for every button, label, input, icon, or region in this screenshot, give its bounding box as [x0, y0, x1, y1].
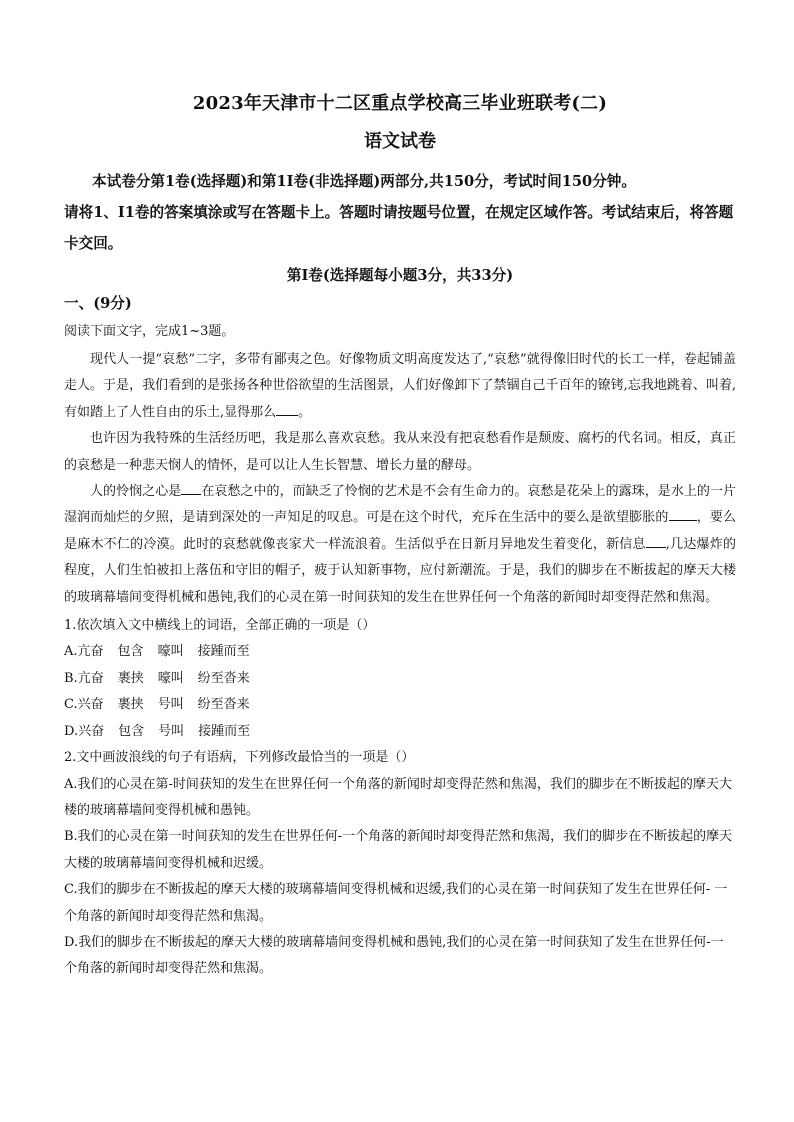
passage-text: ，要么是麻木不仁的冷漠。此时的哀愁就像丧家犬一样流浪着。生活似乎在日新月异地发生着变化，新信息	[64, 510, 736, 552]
option-label: B.	[64, 670, 78, 686]
option-word: 裹挟	[117, 697, 144, 713]
option-word: 兴奋	[77, 697, 104, 713]
question-1-option-d	[64, 719, 736, 745]
question-2-option-b: B.我们的心灵在第一时间获知的发生在世界任何-一个角落的新闻时却变得茫然和焦渴，我们的脚步在不断拔起的摩天大楼的玻璃幕墙间变得机械和迟缓。	[64, 829, 733, 871]
exam-notice	[64, 166, 736, 259]
question-2-option-c: C.我们的脚步在不断拔起的摩天大楼的玻璃幕墙间变得机械和迟缓,我们的心灵在第一时间获知了发生在世界任何- 一个角落的新闻时却变得茫然和焦渴。	[64, 882, 728, 924]
question-1-stem: 1.依次填入文中横线上的词语，全部正确的一项是（）	[64, 618, 376, 634]
notice-line-1: 本试卷分第1卷(选择题)和第1I卷(非选择题)两部分,共150分，考试时间150分钟。	[92, 173, 636, 190]
question-2-option-a: A.我们的心灵在第-时间获知的发生在世界任何一个角落的新闻时却变得茫然和焦渴，我们的脚步在不断拔起的摩天大楼的玻璃幕墙间变得机械和愚钝。	[64, 776, 732, 818]
passage-text: ,几达爆炸的程度，人们生怕被扣上落伍和守旧的帽子，疲于认知新事物，应付新潮流。于是，我们的脚步在不断拔起的摩天大楼的玻璃幕墙间变得机械和愚钝,我们的心灵在第一时间获知的发生在世界任何一个角落的新闻时却变得茫然和焦渴。	[64, 536, 736, 605]
option-word: 号叫	[158, 723, 185, 739]
option-word: 兴奋	[78, 723, 105, 739]
passage-paragraph-1	[64, 347, 736, 426]
passage-text: 现代人一提“哀愁”二字，多带有鄙夷之色。好像物质文明高度发达了,“哀愁”就得像旧时代的长工一样，卷起铺盖走人。于是，我们看到的是张扬各种世俗欲望的生活图景，人们好像卸下了禁锢自己千百年的镣铐,忘我地跳着、叫着,有如踏上了人性自由的乐土,显得那么	[64, 352, 736, 420]
question-2-option-d: D.我们的脚步在不断拔起的摩天大楼的玻璃幕墙间变得机械和愚钝,我们的心灵在第一时间获知了发生在世界任何-一个角落的新闻时却变得茫然和焦渴。	[64, 934, 724, 977]
part-one-heading: 一、(9分)	[64, 295, 132, 312]
option-word: 接踵而至	[198, 723, 251, 739]
passage-text: 人的怜悯之心是	[90, 484, 182, 500]
passage-paragraph-2: 也许因为我特殊的生活经历吧，我是那么喜欢哀愁。我从来没有把哀愁看作是颓废、腐朽的代名词。相反，真正的哀愁是一种悲天悯人的情怀，是可以让人生长智慧、增长力量的酵母。	[64, 431, 736, 473]
option-label: C.	[64, 697, 78, 713]
option-word: 纷至沓来	[197, 670, 250, 686]
notice-line-2: 请将1、I1卷的答案填涂或写在答题卡上。答题时请按题号位置，在规定区域作答。考试结束后，将答题卡交回。	[64, 204, 734, 252]
reading-passage	[64, 347, 736, 611]
reading-instruction: 阅读下面文字，完成1~3题。	[64, 324, 235, 339]
question-1-option-a	[64, 639, 736, 665]
questions	[64, 613, 736, 983]
option-word: 嚎叫	[157, 670, 184, 686]
option-word: 接踵而至	[197, 644, 250, 660]
option-word: 亢奋	[77, 644, 104, 660]
option-word: 号叫	[157, 697, 184, 713]
question-1-option-b	[64, 666, 736, 692]
option-label: D.	[64, 723, 79, 739]
option-word: 包含	[118, 723, 145, 739]
option-word: 纷至沓来	[197, 697, 250, 713]
passage-text: 。	[298, 404, 312, 420]
question-2-stem: 2.文中画波浪线的句子有语病，下列修改最恰当的一项是（）	[64, 750, 415, 766]
question-1-option-c	[64, 692, 736, 718]
fill-blank-4	[646, 533, 666, 548]
option-word: 嚎叫	[157, 644, 184, 660]
fill-blank-3	[669, 506, 697, 521]
fill-blank-1	[276, 401, 298, 416]
option-label: A.	[64, 644, 78, 660]
option-word: 包含	[117, 644, 144, 660]
fill-blank-2	[181, 480, 201, 495]
option-word: 裹挟	[117, 670, 144, 686]
option-word: 亢奋	[77, 670, 104, 686]
exam-subtitle: 语文试卷	[364, 131, 436, 152]
exam-title: 2023年天津市十二区重点学校高三毕业班联考(二)	[192, 93, 608, 114]
passage-text: 在哀愁之中的，而缺乏了怜悯的艺术是不会有生命力的。哀愁是花朵上的露珠，是水上的一片湿润而灿烂的夕照，是请到深处的一声知足的叹息。可是在这个时代，充斥在生活中的要么是欲望膨胀的	[64, 484, 736, 526]
passage-paragraph-3	[64, 479, 736, 611]
section-heading: 第I卷(选择题每小题3分，共33分)	[286, 267, 514, 284]
